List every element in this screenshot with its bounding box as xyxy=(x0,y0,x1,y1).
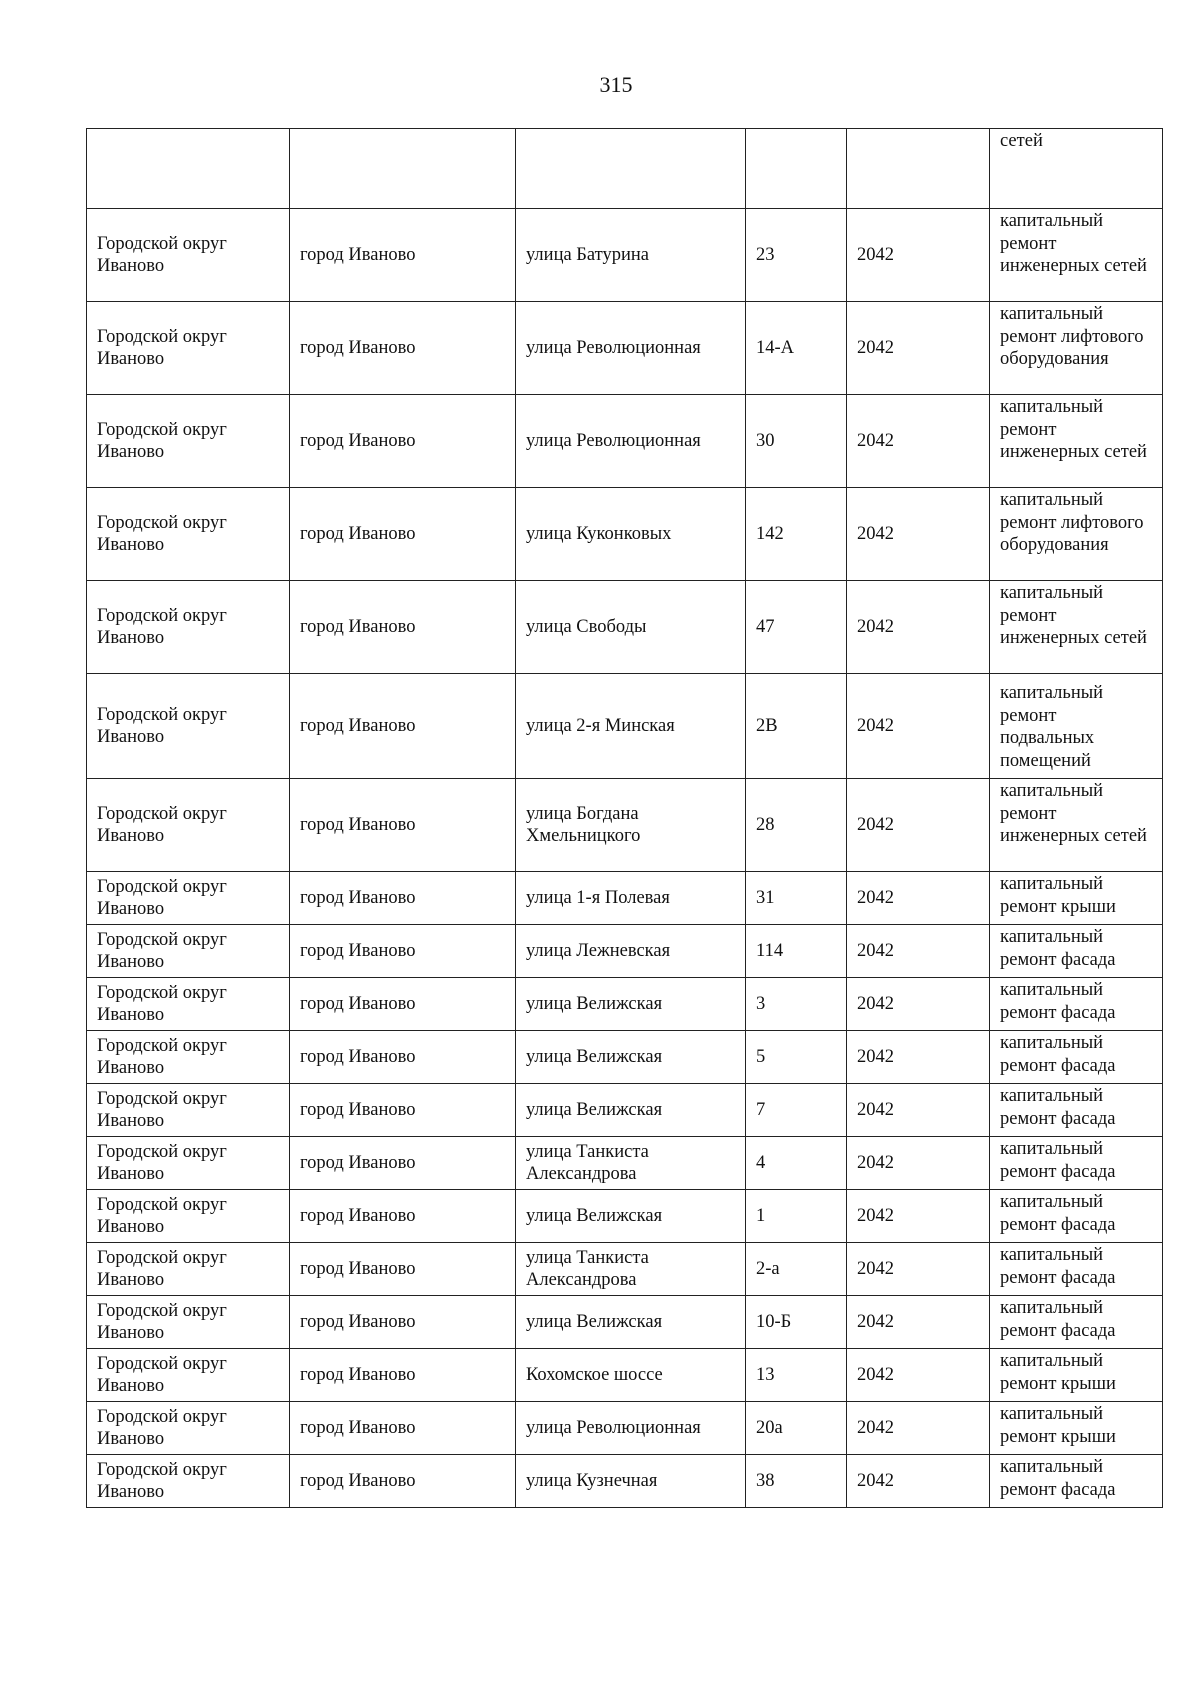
cell-municipality: Городской округ Иваново xyxy=(87,1137,290,1190)
cell-house xyxy=(746,129,847,209)
cell-house: 14-А xyxy=(746,302,847,395)
cell-work-type: капитальный ремонт лифтового оборудования xyxy=(990,302,1163,395)
table-row xyxy=(87,129,1163,209)
cell-street: улица Велижская xyxy=(516,1296,746,1349)
cell-year: 2042 xyxy=(847,1137,990,1190)
cell-work-type: капитальный ремонт крыши xyxy=(990,1402,1163,1455)
cell-work-type: капитальный ремонт фасада xyxy=(990,1243,1163,1296)
cell-work-type: капитальный ремонт фасада xyxy=(990,1296,1163,1349)
cell-year: 2042 xyxy=(847,488,990,581)
cell-work-type: капитальный ремонт инженерных сетей xyxy=(990,395,1163,488)
cell-year: 2042 xyxy=(847,395,990,488)
cell-house: 31 xyxy=(746,872,847,925)
cell-year: 2042 xyxy=(847,978,990,1031)
cell-house: 4 xyxy=(746,1137,847,1190)
cell-settlement: город Иваново xyxy=(290,1137,516,1190)
cell-house: 2В xyxy=(746,674,847,779)
table-row xyxy=(87,978,1163,1031)
cell-year: 2042 xyxy=(847,925,990,978)
cell-house: 1 xyxy=(746,1190,847,1243)
cell-municipality: Городской округ Иваново xyxy=(87,779,290,872)
cell-municipality: Городской округ Иваново xyxy=(87,581,290,674)
cell-year: 2042 xyxy=(847,1031,990,1084)
table-row xyxy=(87,779,1163,872)
table-row xyxy=(87,1137,1163,1190)
table-row xyxy=(87,925,1163,978)
cell-settlement: город Иваново xyxy=(290,1031,516,1084)
cell-settlement: город Иваново xyxy=(290,395,516,488)
cell-house: 3 xyxy=(746,978,847,1031)
register-table-body xyxy=(87,129,1163,1508)
cell-street: улица Лежневская xyxy=(516,925,746,978)
table-row xyxy=(87,1402,1163,1455)
cell-year: 2042 xyxy=(847,1084,990,1137)
cell-year: 2042 xyxy=(847,1455,990,1508)
cell-year: 2042 xyxy=(847,581,990,674)
cell-street: улица Революционная xyxy=(516,395,746,488)
table-row xyxy=(87,302,1163,395)
cell-street: улица 1-я Полевая xyxy=(516,872,746,925)
cell-street: улица Велижская xyxy=(516,978,746,1031)
cell-settlement: город Иваново xyxy=(290,872,516,925)
cell-municipality: Городской округ Иваново xyxy=(87,1402,290,1455)
cell-municipality: Городской округ Иваново xyxy=(87,488,290,581)
cell-settlement: город Иваново xyxy=(290,1349,516,1402)
cell-street: улица Кузнечная xyxy=(516,1455,746,1508)
cell-year: 2042 xyxy=(847,674,990,779)
table-row xyxy=(87,872,1163,925)
cell-municipality: Городской округ Иваново xyxy=(87,925,290,978)
table-row xyxy=(87,1084,1163,1137)
cell-municipality: Городской округ Иваново xyxy=(87,1031,290,1084)
cell-street: улица Революционная xyxy=(516,302,746,395)
cell-house: 5 xyxy=(746,1031,847,1084)
cell-street xyxy=(516,129,746,209)
cell-work-type: капитальный ремонт инженерных сетей xyxy=(990,779,1163,872)
cell-house: 47 xyxy=(746,581,847,674)
cell-street: улица Велижская xyxy=(516,1084,746,1137)
cell-work-type: капитальный ремонт фасада xyxy=(990,1455,1163,1508)
cell-year: 2042 xyxy=(847,302,990,395)
cell-municipality: Городской округ Иваново xyxy=(87,674,290,779)
cell-settlement xyxy=(290,129,516,209)
cell-street: улица Революционная xyxy=(516,1402,746,1455)
cell-municipality: Городской округ Иваново xyxy=(87,395,290,488)
table-row xyxy=(87,1349,1163,1402)
cell-settlement: город Иваново xyxy=(290,1243,516,1296)
cell-work-type: капитальный ремонт крыши xyxy=(990,872,1163,925)
table-row xyxy=(87,1296,1163,1349)
cell-house: 2-а xyxy=(746,1243,847,1296)
cell-settlement: город Иваново xyxy=(290,1084,516,1137)
cell-street: улица Танкиста Александрова xyxy=(516,1243,746,1296)
table-row xyxy=(87,1455,1163,1508)
cell-municipality xyxy=(87,129,290,209)
cell-house: 114 xyxy=(746,925,847,978)
cell-work-type: капитальный ремонт инженерных сетей xyxy=(990,581,1163,674)
cell-settlement: город Иваново xyxy=(290,674,516,779)
cell-municipality: Городской округ Иваново xyxy=(87,1190,290,1243)
cell-settlement: город Иваново xyxy=(290,209,516,302)
cell-street: улица Богдана Хмельницкого xyxy=(516,779,746,872)
cell-municipality: Городской округ Иваново xyxy=(87,1296,290,1349)
cell-year: 2042 xyxy=(847,209,990,302)
cell-year: 2042 xyxy=(847,1243,990,1296)
cell-house: 142 xyxy=(746,488,847,581)
cell-settlement: город Иваново xyxy=(290,978,516,1031)
cell-settlement: город Иваново xyxy=(290,1296,516,1349)
table-row xyxy=(87,674,1163,779)
cell-municipality: Городской округ Иваново xyxy=(87,1084,290,1137)
cell-work-type: капитальный ремонт фасада xyxy=(990,1137,1163,1190)
cell-settlement: город Иваново xyxy=(290,302,516,395)
cell-house: 10-Б xyxy=(746,1296,847,1349)
table-row xyxy=(87,1190,1163,1243)
cell-settlement: город Иваново xyxy=(290,779,516,872)
cell-municipality: Городской округ Иваново xyxy=(87,872,290,925)
cell-municipality: Городской округ Иваново xyxy=(87,978,290,1031)
table-row xyxy=(87,1031,1163,1084)
cell-year: 2042 xyxy=(847,779,990,872)
cell-municipality: Городской округ Иваново xyxy=(87,1243,290,1296)
cell-work-type: капитальный ремонт крыши xyxy=(990,1349,1163,1402)
cell-year: 2042 xyxy=(847,1190,990,1243)
cell-house: 30 xyxy=(746,395,847,488)
page-number: 315 xyxy=(599,72,633,97)
cell-work-type: капитальный ремонт лифтового оборудования xyxy=(990,488,1163,581)
cell-street: улица Танкиста Александрова xyxy=(516,1137,746,1190)
cell-house: 28 xyxy=(746,779,847,872)
table-row xyxy=(87,395,1163,488)
register-table xyxy=(86,128,1163,1508)
cell-settlement: город Иваново xyxy=(290,1455,516,1508)
cell-house: 23 xyxy=(746,209,847,302)
table-row xyxy=(87,1243,1163,1296)
cell-house: 38 xyxy=(746,1455,847,1508)
cell-year: 2042 xyxy=(847,1402,990,1455)
table-row xyxy=(87,209,1163,302)
cell-settlement: город Иваново xyxy=(290,1190,516,1243)
cell-street: улица Куконковых xyxy=(516,488,746,581)
table-row xyxy=(87,488,1163,581)
cell-year xyxy=(847,129,990,209)
cell-work-type: капитальный ремонт фасада xyxy=(990,1190,1163,1243)
cell-house: 13 xyxy=(746,1349,847,1402)
cell-street: улица Велижская xyxy=(516,1190,746,1243)
cell-street: улица Свободы xyxy=(516,581,746,674)
cell-settlement: город Иваново xyxy=(290,581,516,674)
cell-settlement: город Иваново xyxy=(290,1402,516,1455)
cell-work-type: капитальный ремонт фасада xyxy=(990,925,1163,978)
table-row xyxy=(87,581,1163,674)
cell-house: 20а xyxy=(746,1402,847,1455)
cell-street: улица Батурина xyxy=(516,209,746,302)
cell-work-type: сетей xyxy=(990,129,1163,209)
cell-municipality: Городской округ Иваново xyxy=(87,1349,290,1402)
cell-year: 2042 xyxy=(847,1296,990,1349)
cell-work-type: капитальный ремонт инженерных сетей xyxy=(990,209,1163,302)
cell-work-type: капитальный ремонт фасада xyxy=(990,1031,1163,1084)
cell-street: улица Велижская xyxy=(516,1031,746,1084)
cell-street: Кохомское шоссе xyxy=(516,1349,746,1402)
cell-municipality: Городской округ Иваново xyxy=(87,1455,290,1508)
cell-street: улица 2-я Минская xyxy=(516,674,746,779)
cell-municipality: Городской округ Иваново xyxy=(87,302,290,395)
cell-work-type: капитальный ремонт фасада xyxy=(990,1084,1163,1137)
cell-settlement: город Иваново xyxy=(290,925,516,978)
cell-year: 2042 xyxy=(847,872,990,925)
cell-year: 2042 xyxy=(847,1349,990,1402)
cell-work-type: капитальный ремонт фасада xyxy=(990,978,1163,1031)
cell-house: 7 xyxy=(746,1084,847,1137)
cell-work-type: капитальный ремонт подвальных помещений xyxy=(990,674,1163,779)
cell-settlement: город Иваново xyxy=(290,488,516,581)
cell-municipality: Городской округ Иваново xyxy=(87,209,290,302)
